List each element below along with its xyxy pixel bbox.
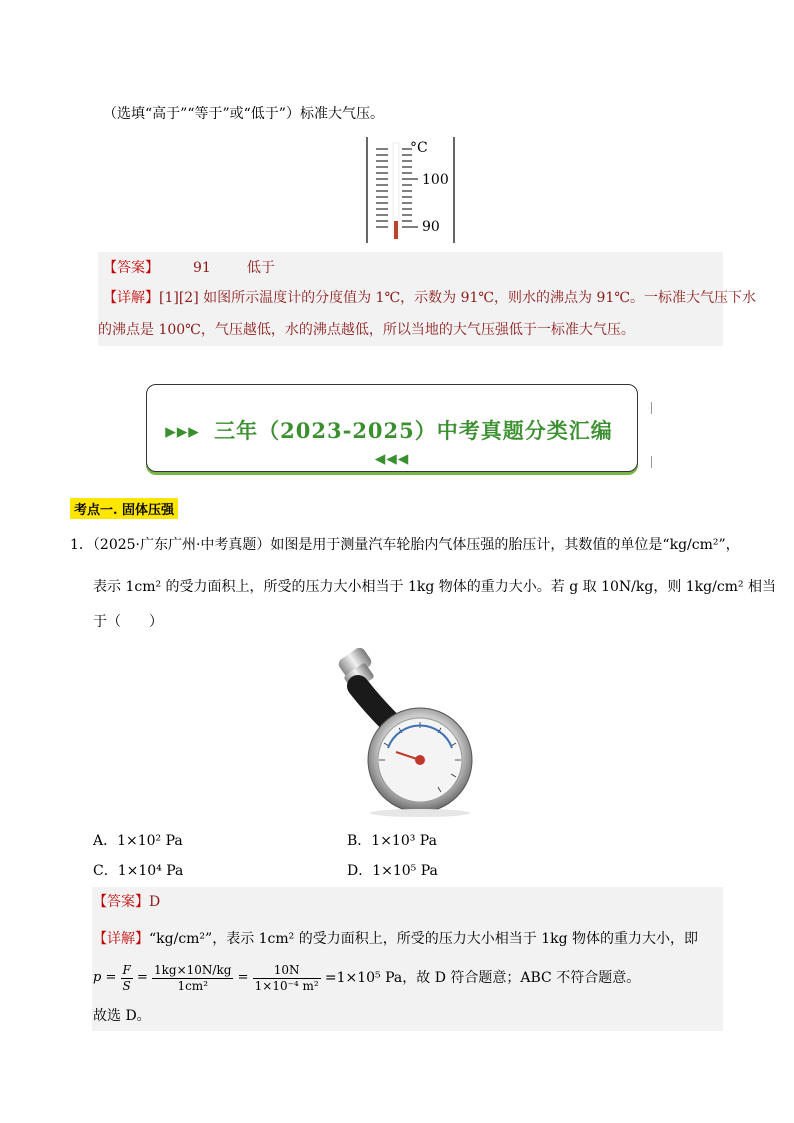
formula-p: p = — [93, 970, 117, 985]
answer-tag: 【答案】 — [103, 260, 159, 276]
banner-left-arrows: ▸▸▸ — [165, 418, 200, 443]
fraction-result — [253, 963, 321, 994]
formula-result: =1×10⁵ Pa，故 D 符合题意；ABC 不符合题意。 — [324, 970, 641, 986]
fraction-denominator: S — [122, 978, 131, 993]
banner-right-arrows: ◂◂◂ — [374, 445, 410, 470]
fraction-numerator: 10N — [253, 963, 321, 979]
thermometer-unit: °C — [410, 140, 428, 156]
option-b: B．1×10³ Pa — [347, 833, 437, 849]
detail-2-line-1 — [93, 929, 698, 949]
question-1-line-2: 表示 1cm² 的受力面积上，所受的压力大小相当于 1kg 物体的重力大小。若 g 取 10N/kg，则 1kg/cm² 相当 — [93, 579, 777, 595]
fraction-denominator: 1cm² — [177, 978, 208, 993]
option-d: D．1×10⁵ Pa — [347, 863, 438, 879]
fill-instruction: （选填“高于”“等于”或“低于”）标准大气压。 — [103, 106, 384, 122]
detail-text: [1][2] 如图所示温度计的分度值为 1℃，示数为 91℃，则水的沸点为 91℃。一标准大气压下水 — [159, 290, 756, 306]
conclusion: 故选 D。 — [93, 1008, 151, 1024]
detail-tag: 【详解】 — [93, 931, 149, 947]
answer-value: D — [149, 894, 161, 910]
question-1-line-3: 于（ ） — [93, 614, 163, 630]
question-1-line-1: 1．（2025·广东广州·中考真题）如图是用于测量汽车轮胎内气体压强的胎压计，其数值的单位是“kg/cm²”， — [70, 537, 740, 553]
pressure-formula: p = $\frac{F}{S}$ = $\frac{1kg\times 10N/kg}{\text{1cm²}}$ = $\frac{10N}{\text{1×10⁻⁴ m²}}$ =1×10⁵ Pa，故 D 符合题意；ABC 不符合题意。 — [93, 962, 641, 993]
answer-1 — [103, 258, 275, 278]
option-a: A．1×10² Pa — [93, 833, 183, 849]
answer-value-2: 低于 — [246, 260, 275, 276]
detail-1-line-1 — [103, 288, 756, 308]
tire-pressure-gauge-image — [320, 648, 480, 818]
fraction-numerator: F — [122, 962, 131, 977]
detail-tag: 【详解】 — [103, 290, 159, 306]
answer-2 — [93, 892, 160, 912]
banner-edge-mark — [651, 456, 652, 468]
section-banner — [146, 384, 638, 472]
option-c: C．1×10⁴ Pa — [93, 863, 184, 879]
thermometer-label-100: 100 — [422, 172, 449, 188]
answer-tag: 【答案】 — [93, 894, 149, 910]
fraction-f-over-s — [121, 963, 133, 994]
detail-1-line-2: 的沸点是 100℃，气压越低，水的沸点越低，所以当地的大气压强低于一标准大气压。 — [98, 322, 635, 338]
thermometer-figure — [366, 137, 456, 243]
banner-title: 三年（2023-2025）中考真题分类汇编 — [214, 418, 613, 443]
thermometer-label-90: 90 — [422, 219, 440, 235]
banner-edge-mark — [651, 402, 652, 414]
section-tag: 考点一. 固体压强 — [70, 498, 178, 519]
detail-text: “kg/cm²”，表示 1cm² 的受力面积上，所受的压力大小相当于 1kg 物体的重力大小，即 — [149, 931, 698, 947]
answer-value-1: 91 — [193, 260, 211, 276]
fraction-numerator: 1kg×10N/kg — [154, 962, 232, 977]
fraction-force-over-area — [152, 963, 233, 994]
fraction-denominator: 1×10⁻⁴ m² — [254, 978, 319, 993]
